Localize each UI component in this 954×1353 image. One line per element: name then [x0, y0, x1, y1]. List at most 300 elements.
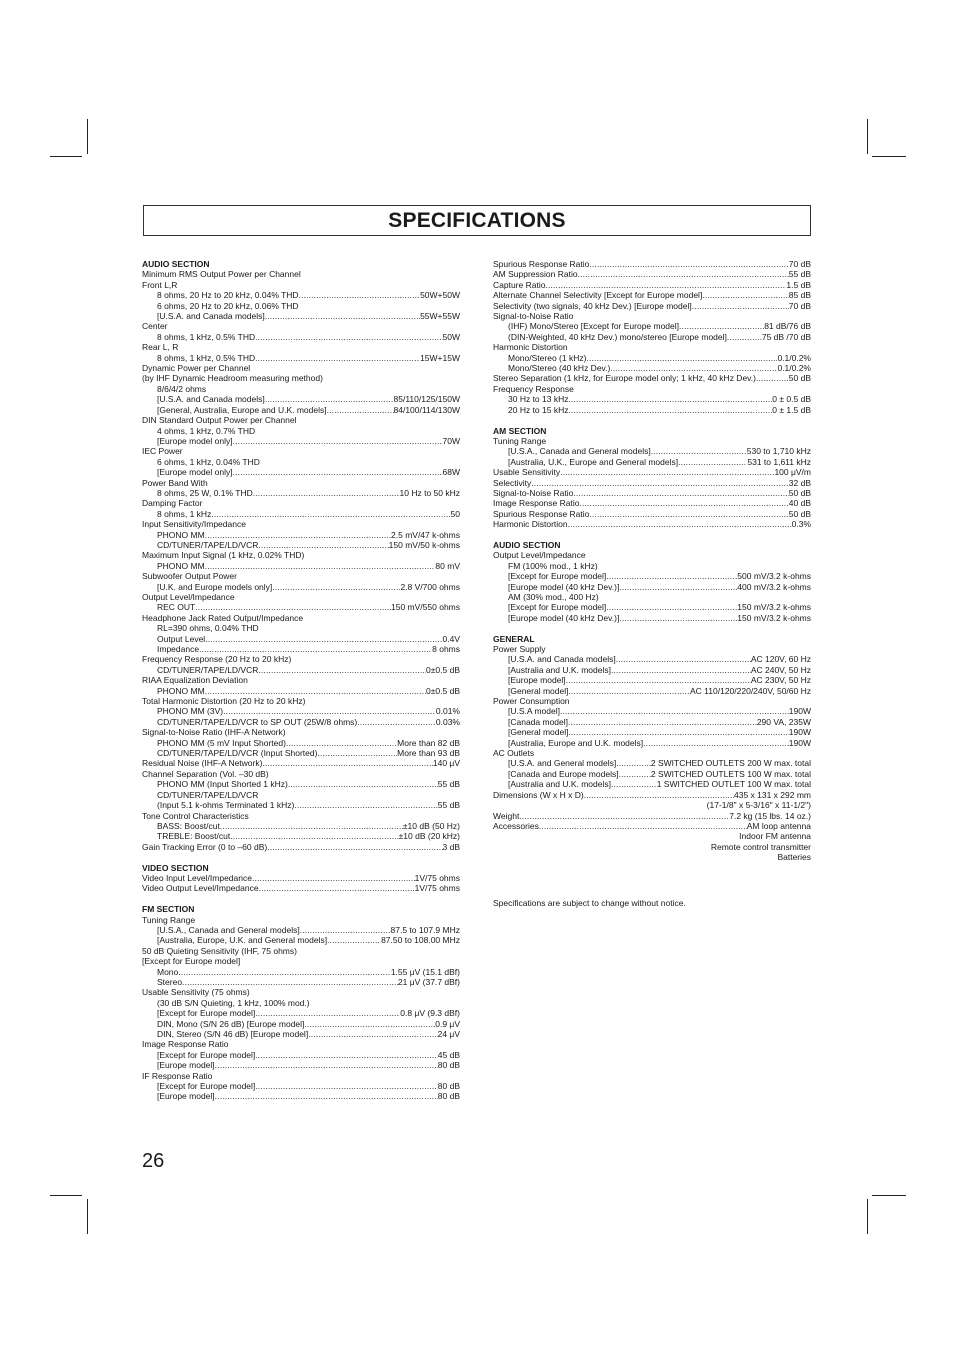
dot-leader: [220, 821, 403, 831]
section-heading: VIDEO SECTION: [142, 862, 209, 873]
spec-row-value: 81 dB/76 dB: [764, 321, 811, 332]
spec-row: [493, 509, 811, 519]
spec-label: 6 ohms, 1 kHz, 0.04% THD: [157, 456, 260, 467]
spec-row-value: 2 SWITCHED OUTLETS 100 W max. total: [650, 768, 811, 779]
spec-row-value: 140 μV: [432, 758, 460, 769]
dot-leader: [702, 290, 788, 300]
spec-row-label: [U.S.A model]: [508, 706, 560, 717]
spec-row-label: [Europe model only]: [157, 467, 233, 478]
spec-row-label: Usable Sensitivity: [493, 467, 561, 478]
spec-row-label: CD/TUNER/TAPE/LD/VCR (Input Shorted): [157, 748, 318, 759]
spec-row-value: 150 mV/3.2 k-ohms: [737, 602, 811, 613]
spec-row-label: Signal-to-Noise Ratio: [493, 487, 574, 498]
spec-row-label: [U.K. and Europe models only]: [157, 581, 273, 592]
dot-leader: [272, 582, 400, 592]
spec-label: IF Response Ratio: [142, 1070, 213, 1081]
spec-row-value: 87.5 to 107.9 MHz: [390, 925, 460, 935]
dot-leader: [568, 405, 772, 415]
spec-row: [493, 373, 811, 383]
dot-leader: [233, 436, 443, 446]
spec-row: [493, 269, 811, 279]
section-heading: FM SECTION: [142, 904, 195, 915]
spec-row: [142, 759, 460, 769]
dot-leader: [178, 967, 391, 977]
spec-row: [493, 790, 811, 800]
spec-row: [493, 613, 811, 623]
spec-row-value: 150 mV/3.2 k-ohms: [737, 612, 811, 623]
spec-row-label: [Except for Europe model]: [157, 1081, 256, 1092]
spec-row: [493, 280, 811, 290]
spec-row-value: 80 dB: [437, 1060, 460, 1071]
spec-row: [142, 779, 460, 789]
title-box: [143, 205, 811, 236]
spec-row: [142, 290, 460, 300]
spec-label: AC Outlets: [493, 748, 535, 759]
spec-label: CD/TUNER/TAPE/LD/VCR: [157, 789, 259, 800]
dot-leader: [568, 717, 757, 727]
dot-leader: [589, 259, 788, 269]
spec-row-label: REC OUT: [157, 602, 196, 613]
spec-row: [493, 301, 811, 311]
spec-label: Input Sensitivity/Impedance: [142, 519, 246, 530]
spec-row-label: AM Suppression Ratio: [493, 269, 578, 280]
spec-label: Harmonic Distortion: [493, 342, 568, 353]
dot-leader: [357, 717, 436, 727]
spec-row: [142, 634, 460, 644]
spec-row-value: 2.8 V/700 ohms: [400, 581, 460, 592]
spec-label: Headphone Jack Rated Output/Impedance: [142, 612, 304, 623]
spec-row-label: [Australia, U.K., Europe and General models]: [508, 456, 679, 467]
spec-row-value: 40 dB: [788, 498, 811, 509]
spec-row: [493, 478, 811, 488]
spec-row-label: [U.S.A. and General models]: [508, 758, 617, 769]
spec-row-label: [General, Australia, Europe and U.K. models]: [157, 404, 327, 415]
crop-mark: [50, 156, 82, 157]
spec-row-value: 0.9 μV: [435, 1018, 460, 1029]
dot-leader: [265, 394, 394, 404]
spec-row-value: 0.1/0.2%: [777, 352, 811, 363]
spec-row-value: 0 ± 0.5 dB: [772, 394, 811, 405]
spec-row: [142, 530, 460, 540]
spec-row: [142, 602, 460, 612]
dot-leader: [300, 925, 391, 935]
spec-row-value: 0.1/0.2%: [777, 363, 811, 374]
dot-leader: [568, 727, 788, 737]
spec-row-label: Weight: [493, 810, 520, 821]
spec-row-label: Mono/Stereo (1 kHz): [508, 352, 587, 363]
spec-label: Front L,R: [142, 279, 178, 290]
spec-row-label: [Except for Europe model]: [157, 1008, 256, 1019]
spec-label: 4 ohms, 1 kHz, 0.7% THD: [157, 425, 256, 436]
spec-row-value: 70 dB: [788, 300, 811, 311]
spec-row-value: 0.4V: [442, 633, 460, 644]
spec-row-label: [Canada model]: [508, 716, 569, 727]
dot-leader: [560, 706, 789, 716]
spec-row: [142, 977, 460, 987]
crop-mark: [867, 119, 868, 154]
spec-label: Rear L, R: [142, 342, 179, 353]
spec-row: [493, 488, 811, 498]
spec-row: [142, 436, 460, 446]
dot-leader: [195, 602, 391, 612]
spec-label: IEC Power: [142, 446, 183, 457]
spec-row: [142, 311, 460, 321]
spec-row-label: 8 ohms, 1 kHz, 0.5% THD: [157, 331, 256, 342]
spec-label: 8/6/4/2 ohms: [157, 383, 207, 394]
spec-row: [493, 446, 811, 456]
spec-row-label: 8 ohms, 25 W, 0.1% THD: [157, 487, 253, 498]
dot-leader: [255, 1008, 400, 1018]
spec-row: [493, 759, 811, 769]
spec-row-value: 84/100/114/130W: [393, 404, 460, 415]
spec-row: [142, 800, 460, 810]
spec-row: [493, 738, 811, 748]
spec-row-label: Dimensions (W x H x D): [493, 789, 584, 800]
spec-row-value: 190W: [788, 737, 811, 748]
spec-row-value: 530 to 1,710 kHz: [746, 446, 811, 457]
spec-row: [493, 769, 811, 779]
spec-row: [142, 394, 460, 404]
spec-row-value: AC 230V, 50 Hz: [750, 675, 811, 686]
spec-row-value: 80 dB: [437, 1091, 460, 1102]
spec-row: [493, 665, 811, 675]
spec-row-label: 20 Hz to 15 kHz: [508, 404, 569, 415]
dot-leader: [262, 759, 432, 769]
dot-leader: [327, 405, 394, 415]
spec-row-label: [U.S.A. and Canada models]: [157, 311, 265, 322]
spec-row-value: 2 SWITCHED OUTLETS 200 W max. total: [650, 758, 811, 769]
spec-row: [493, 405, 811, 415]
dot-leader: [182, 977, 398, 987]
spec-row-value: 435 x 131 x 292 mm: [733, 789, 811, 800]
spec-row-value: 15W+15W: [420, 352, 460, 363]
spec-row-value: 1V/75 ohms: [414, 872, 460, 883]
spec-row-label: [Europe model]: [157, 1060, 215, 1071]
spec-label: Power Band With: [142, 477, 208, 488]
dot-leader: [252, 873, 415, 883]
dot-leader: [756, 373, 789, 383]
section-heading: AUDIO SECTION: [493, 539, 561, 550]
spec-row: [493, 654, 811, 664]
crop-mark: [872, 1195, 906, 1196]
dot-leader: [545, 280, 786, 290]
spec-value-continued: Indoor FM antenna: [739, 831, 811, 842]
dot-leader: [727, 332, 762, 342]
crop-mark: [867, 1199, 868, 1234]
dot-leader: [255, 1081, 438, 1091]
spec-row: [493, 582, 811, 592]
spec-row-label: PHONO MM: [157, 529, 205, 540]
dot-leader: [566, 675, 751, 685]
dot-leader: [255, 332, 442, 342]
spec-row-value: 32 dB: [788, 477, 811, 488]
spec-row: [493, 394, 811, 404]
spec-label: Tone Control Characteristics: [142, 810, 249, 821]
section-heading: AM SECTION: [493, 425, 547, 436]
spec-row-label: PHONO MM (5 mV Input Shorted): [157, 737, 286, 748]
spec-row: [142, 1050, 460, 1060]
dot-leader: [584, 790, 734, 800]
spec-row-label: [U.S.A. and Canada models]: [508, 654, 616, 665]
spec-row-label: (Input 5.1 k-ohms Terminated 1 kHz): [157, 800, 295, 811]
dot-leader: [606, 571, 737, 581]
dot-leader: [651, 446, 747, 456]
spec-row-label: Selectivity: [493, 477, 532, 488]
spec-row-value: AC 110/120/220/240V, 50/60 Hz: [690, 685, 811, 696]
spec-row-value: AC 120V, 60 Hz: [750, 654, 811, 665]
spec-row-label: Mono/Stereo (40 kHz Dev.): [508, 363, 611, 374]
spec-label: Total Harmonic Distortion (20 Hz to 20 kHz): [142, 696, 306, 707]
spec-row-label: [U.S.A., Canada and General models]: [508, 446, 651, 457]
spec-row-value: 0±0.5 dB: [426, 685, 460, 696]
spec-row-label: 8 ohms, 1 kHz, 0.5% THD: [157, 352, 256, 363]
spec-row-label: [General model]: [508, 685, 569, 696]
page-title: SPECIFICATIONS: [388, 208, 566, 232]
dot-leader: [616, 654, 751, 664]
crop-mark: [50, 1195, 82, 1196]
dot-leader: [560, 467, 774, 477]
dot-leader: [568, 686, 690, 696]
spec-row: [142, 831, 460, 841]
spec-row-label: Capture Ratio: [493, 279, 546, 290]
spacer: [493, 623, 811, 633]
spec-row-value: 55 dB: [437, 800, 460, 811]
spec-row: [142, 540, 460, 550]
spec-row: [493, 821, 811, 831]
spec-row: [493, 259, 811, 269]
spec-row-value: 7.2 kg (15 lbs. 14 oz.): [729, 810, 811, 821]
spec-row-label: PHONO MM: [157, 685, 205, 696]
spec-label: Power Consumption: [493, 696, 570, 707]
dot-leader: [215, 1060, 438, 1070]
page-number: 26: [142, 1150, 165, 1172]
spec-row-value: More than 93 dB: [397, 748, 460, 759]
spec-label: 6 ohms, 20 Hz to 20 kHz, 0.06% THD: [157, 300, 299, 311]
spec-row-value: 21 μV (37.7 dBf): [397, 977, 460, 988]
spec-row: [142, 582, 460, 592]
spec-row-value: 0.01%: [435, 706, 460, 717]
spec-row: [142, 509, 460, 519]
dot-leader: [205, 530, 391, 540]
spec-label: [Except for Europe model]: [142, 956, 241, 967]
spec-row: [493, 498, 811, 508]
spec-row-value: 290 VA, 235W: [756, 716, 811, 727]
spec-row: [142, 842, 460, 852]
spec-row-label: Spurious Response Ratio: [493, 259, 590, 269]
spec-label: Signal-to-Noise Ratio (IHF-A Network): [142, 727, 286, 738]
spec-row-label: TREBLE: Boost/cut: [157, 831, 231, 842]
spec-row: [142, 1092, 460, 1102]
section-heading: AUDIO SECTION: [142, 259, 210, 269]
spec-row-label: [General model]: [508, 727, 569, 738]
spec-row-value: 0.3%: [791, 519, 811, 530]
spec-row-value: 50W: [442, 331, 460, 342]
spec-row-label: Mono: [157, 966, 179, 977]
dot-leader: [304, 1019, 435, 1029]
spec-row-value: 150 mV/550 ohms: [391, 602, 460, 613]
spec-row-label: DIN, Stereo (S/N 46 dB) [Europe model]: [157, 1029, 309, 1040]
spec-row-value: 0.8 μV (9.3 dBf): [400, 1008, 460, 1019]
spec-row-label: [Australia and U.K. models]: [508, 779, 611, 790]
spec-row: [142, 883, 460, 893]
footnote: Specifications are subject to change without notice.: [493, 898, 686, 908]
spec-row-value: AM loop antenna: [746, 820, 811, 831]
spec-row: [493, 675, 811, 685]
dot-leader: [573, 488, 788, 498]
spec-row-value: 0±0.5 dB: [426, 664, 460, 675]
spec-row: [142, 665, 460, 675]
spec-column-right: [493, 259, 811, 863]
spec-label: Tuning Range: [142, 914, 196, 925]
dot-leader: [259, 883, 415, 893]
spec-row-label: [Except for Europe model]: [157, 1049, 256, 1060]
spec-label: Usable Sensitivity (75 ohms): [142, 987, 250, 998]
dot-leader: [205, 561, 436, 571]
spec-row-label: Stereo Separation (1 kHz, for Europe model only; 1 kHz, 40 kHz Dev.): [493, 373, 756, 384]
dot-leader: [258, 665, 426, 675]
spec-row: [493, 332, 811, 342]
spec-row: [493, 571, 811, 581]
spec-row-label: Residual Noise (IHF-A Network): [142, 758, 263, 769]
dot-leader: [606, 602, 737, 612]
spec-row-value: 50 dB: [788, 373, 811, 384]
spec-row: [493, 467, 811, 477]
dot-leader: [255, 1050, 438, 1060]
spec-row: [142, 686, 460, 696]
dot-leader: [678, 457, 747, 467]
spec-row-value: 150 mV/50 k-ohms: [388, 539, 460, 550]
spec-row: [142, 332, 460, 342]
spec-row: [142, 488, 460, 498]
spec-row-label: 30 Hz to 13 kHz: [508, 394, 569, 405]
spec-row-label: 8 ohms, 20 Hz to 20 kHz, 0.04% THD: [157, 290, 299, 301]
spec-row-value: 68W: [442, 467, 460, 478]
spec-row-value: 0 ± 1.5 dB: [772, 404, 811, 415]
dot-leader: [692, 301, 789, 311]
spec-row: [142, 1081, 460, 1091]
spec-row: [142, 353, 460, 363]
spec-row: [493, 686, 811, 696]
dot-leader: [589, 509, 788, 519]
spec-row-label: [U.S.A. and Canada models]: [157, 394, 265, 405]
spec-row-label: [Australia and U.K. models]: [508, 664, 611, 675]
spec-row-value: 80 mV: [435, 560, 460, 571]
spec-row-value: 0.03%: [435, 716, 460, 727]
spec-row: [493, 727, 811, 737]
spec-row-label: PHONO MM (Input Shorted 1 kHz): [157, 779, 288, 790]
dot-leader: [223, 706, 436, 716]
spec-row-value: More than 82 dB: [397, 737, 460, 748]
spec-row: [493, 321, 811, 331]
spec-row: [142, 873, 460, 883]
spec-row-value: 1 SWITCHED OUTLET 100 W max. total: [656, 779, 811, 790]
dot-leader: [205, 686, 426, 696]
crop-mark: [87, 1199, 88, 1234]
spec-row-label: [Except for Europe model]: [508, 602, 607, 613]
spec-label: Output Level/Impedance: [493, 550, 586, 561]
spec-row-label: CD/TUNER/TAPE/LD/VCR to SP OUT (25W/8 ohms): [157, 716, 358, 727]
dot-leader: [255, 353, 420, 363]
spec-row-label: (IHF) Mono/Stereo [Except for Europe model]: [508, 321, 680, 332]
spec-row-label: Gain Tracking Error (0 to –60 dB): [142, 841, 268, 852]
spec-row-value: 50 dB: [788, 508, 811, 519]
spec-label: Subwoofer Output Power: [142, 571, 237, 582]
dot-leader: [215, 1092, 438, 1102]
spec-row: [142, 748, 460, 758]
spec-row: [493, 779, 811, 789]
spec-row-value: 8 ohms: [432, 644, 460, 655]
spec-label: Frequency Response: [493, 383, 574, 394]
dot-leader: [568, 394, 772, 404]
spec-row-value: 80 dB: [437, 1081, 460, 1092]
spec-row: [493, 363, 811, 373]
spec-row: [142, 561, 460, 571]
spec-row: [142, 1060, 460, 1070]
spec-row-label: [Australia, Europe, U.K. and General models]: [157, 935, 328, 946]
dot-leader: [308, 1029, 437, 1039]
spec-label: (by IHF Dynamic Headroom measuring method): [142, 373, 323, 384]
spec-row-value: 2.5 mV/47 k-ohms: [391, 529, 460, 540]
spec-row-label: Video Input Level/Impedance: [142, 872, 252, 883]
dot-leader: [199, 644, 432, 654]
dot-leader: [531, 478, 789, 488]
spec-row-value: 50: [450, 508, 460, 519]
dot-leader: [294, 800, 437, 810]
spec-row-value: 45 dB: [437, 1049, 460, 1060]
spec-row: [142, 1029, 460, 1039]
spec-row-label: [Except for Europe model]: [508, 571, 607, 582]
spec-row-value: 1V/75 ohms: [414, 883, 460, 894]
spec-label: Power Supply: [493, 644, 546, 655]
spec-row: [142, 1008, 460, 1018]
spec-row-label: DIN, Mono (S/N 26 dB) [Europe model]: [157, 1018, 305, 1029]
spec-row: [493, 457, 811, 467]
spec-row-value: 3 dB: [442, 841, 460, 852]
dot-leader: [579, 498, 788, 508]
spec-row-label: CD/TUNER/TAPE/LD/VCR: [157, 539, 259, 550]
spec-row-value: ±10 dB (20 kHz): [398, 831, 460, 842]
spec-row-label: Harmonic Distortion: [493, 519, 568, 530]
spec-row: [142, 717, 460, 727]
spec-row: [142, 644, 460, 654]
dot-leader: [619, 582, 737, 592]
spec-row: [493, 706, 811, 716]
dot-leader: [267, 842, 442, 852]
spec-row-value: ±10 dB (50 Hz): [402, 820, 460, 831]
spec-row-value: 24 μV: [437, 1029, 460, 1040]
spec-row: [493, 519, 811, 529]
spec-row: [142, 405, 460, 415]
dot-leader: [211, 509, 450, 519]
spec-row: [142, 935, 460, 945]
spec-label: RIAA Equalization Deviation: [142, 675, 248, 686]
spec-row-value: 400 mV/3.2 k-ohms: [737, 581, 811, 592]
spec-row: [493, 353, 811, 363]
spacer: [142, 852, 460, 862]
spec-label: DIN Standard Output Power per Channel: [142, 415, 297, 426]
dot-leader: [568, 519, 792, 529]
spec-label: AM (30% mod., 400 Hz): [508, 592, 599, 602]
dot-leader: [679, 321, 764, 331]
spec-row: [142, 967, 460, 977]
spec-row-label: [Europe model only]: [157, 435, 233, 446]
spec-label: Channel Separation (Vol. –30 dB): [142, 768, 269, 779]
dot-leader: [286, 738, 397, 748]
spec-row-label: Impedance: [157, 644, 200, 655]
spec-row-value: 50 dB: [788, 487, 811, 498]
dot-leader: [327, 935, 381, 945]
spec-row-value: 70 dB: [788, 259, 811, 269]
